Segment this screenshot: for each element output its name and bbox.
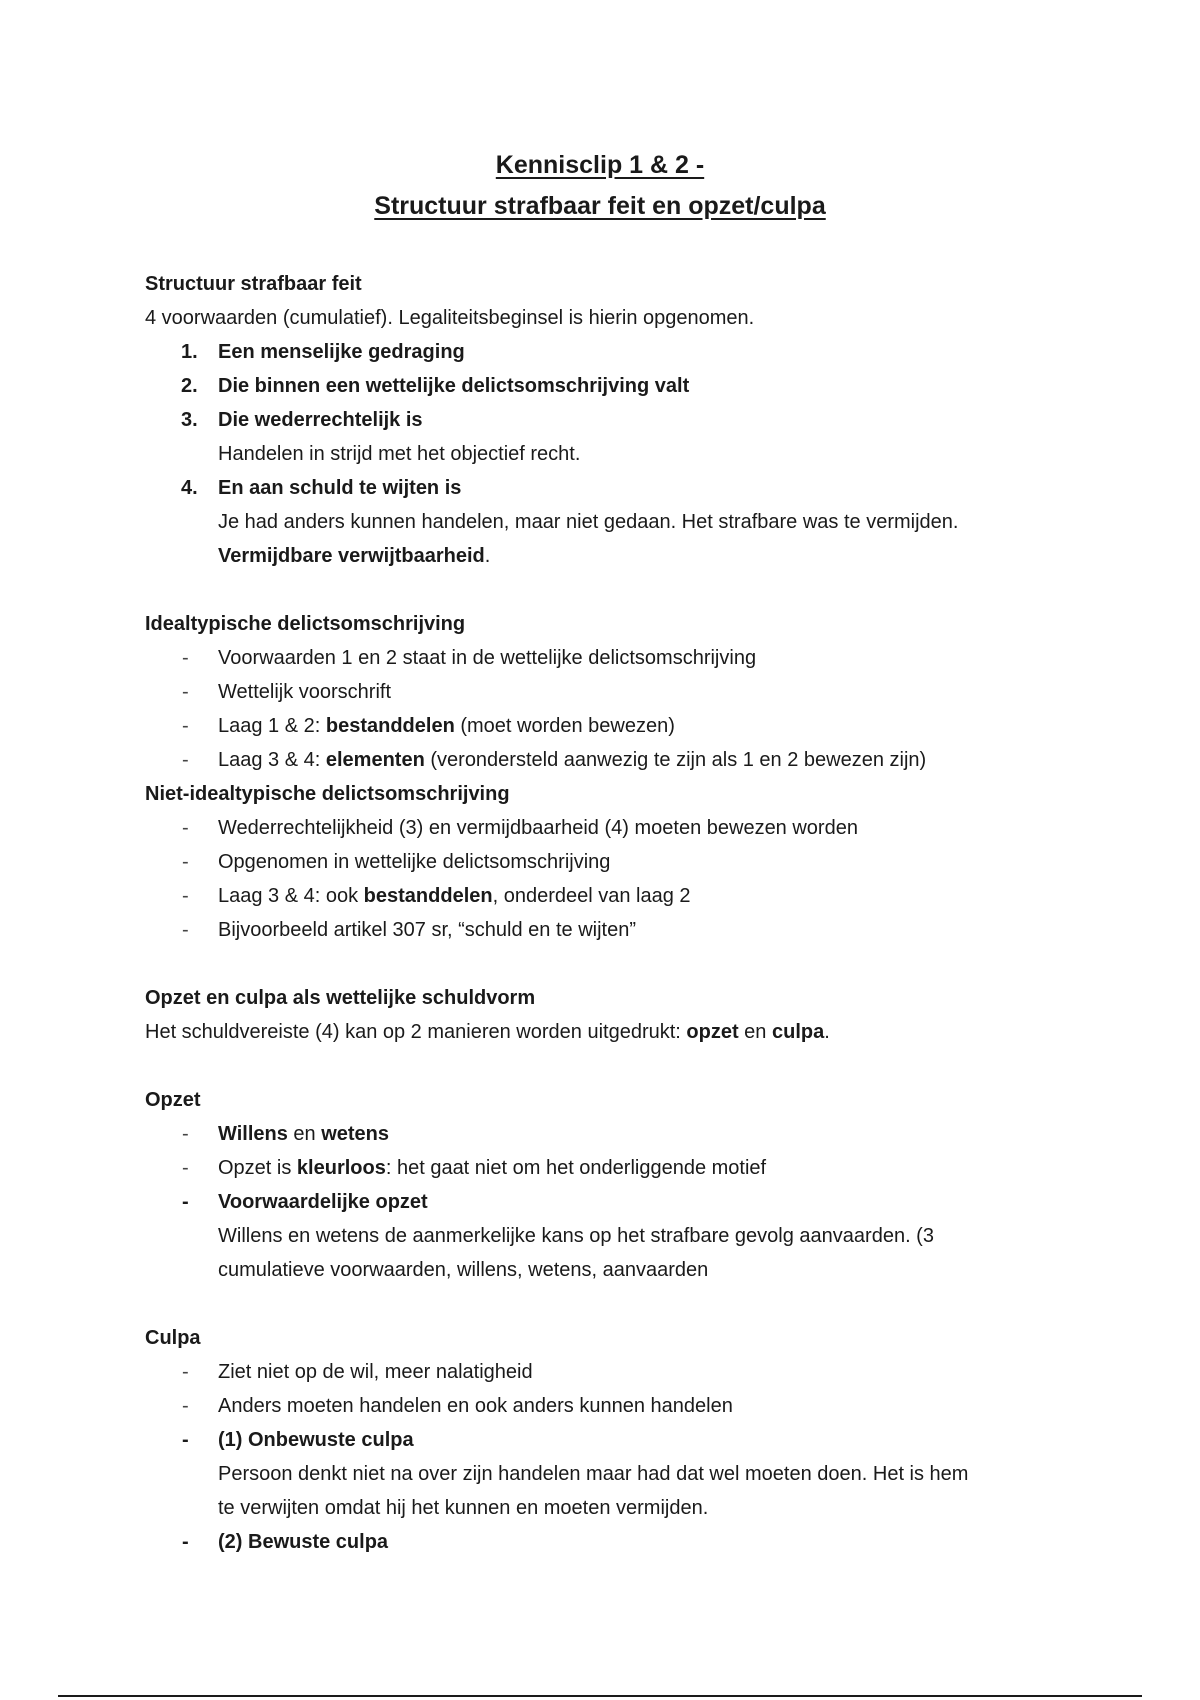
text: Het schuldvereiste (4) kan op 2 manieren worden uitgedrukt:: [145, 1021, 687, 1043]
text: en: [738, 1021, 772, 1043]
bullet: -: [182, 1429, 189, 1451]
numbered-item-1: [145, 335, 1075, 369]
text: (moet worden bewezen): [454, 715, 675, 737]
bold-term: Vermijdbare verwijtbaarheid: [218, 545, 485, 567]
bullet: -: [182, 1191, 189, 1213]
list-item: [145, 709, 1075, 743]
text: : het gaat niet om het onderliggende motief: [385, 1157, 767, 1179]
bullet: -: [182, 647, 189, 669]
bold-term: elementen: [325, 749, 425, 771]
bullet: -: [182, 885, 189, 907]
bullet: -: [182, 851, 189, 873]
text: Laag 3 & 4: ook: [218, 885, 364, 907]
item-number: 3.: [181, 409, 198, 431]
section-heading-opzet: Opzet: [145, 1089, 201, 1111]
bold-term: Willens: [218, 1123, 288, 1145]
list-item: [145, 845, 1075, 879]
list-item: [145, 1423, 1075, 1457]
item-detail: te verwijten omdat hij het kunnen en moeten vermijden.: [218, 1497, 709, 1519]
item-detail: Handelen in strijd met het objectief recht.: [218, 443, 581, 465]
item-text: En aan schuld te wijten is: [218, 477, 462, 499]
list-item: [145, 743, 1075, 777]
section-heading-schuldvorm: Opzet en culpa als wettelijke schuldvorm: [145, 987, 536, 1009]
bullet: -: [182, 1123, 189, 1145]
item-text: Een menselijke gedraging: [218, 341, 465, 363]
bullet: -: [182, 1395, 189, 1417]
section-heading-idealtypisch: Idealtypische delictsomschrijving: [145, 613, 466, 635]
list-item: [145, 641, 1075, 675]
item-detail: Willens en wetens de aanmerkelijke kans op het strafbare gevolg aanvaarden. (3: [218, 1225, 934, 1247]
section-heading-culpa: Culpa: [145, 1327, 201, 1349]
bold-term: wetens: [321, 1123, 390, 1145]
bold-term: Voorwaardelijke opzet: [218, 1191, 428, 1213]
text: Wettelijk voorschrift: [218, 681, 392, 703]
section-heading-niet-idealtypisch: Niet-idealtypische delictsomschrijving: [145, 783, 510, 805]
text: Wederrechtelijkheid (3) en vermijdbaarheid (4) moeten bewezen worden: [218, 817, 858, 839]
section-intro: 4 voorwaarden (cumulatief). Legaliteitsbeginsel is hierin opgenomen.: [145, 307, 755, 329]
list-item: [145, 879, 1075, 913]
document-body: [145, 267, 1075, 1559]
text: Voorwaarden 1 en 2 staat in de wettelijke delictsomschrijving: [218, 647, 757, 669]
list-item: [145, 811, 1075, 845]
numbered-item-3: [145, 403, 1075, 437]
item-detail: cumulatieve voorwaarden, willens, wetens, aanvaarden: [218, 1259, 709, 1281]
text: Anders moeten handelen en ook anders kunnen handelen: [218, 1395, 733, 1417]
item-detail: [145, 539, 1075, 573]
paragraph: [145, 1015, 1075, 1049]
text: Opzet is: [218, 1157, 297, 1179]
text: en: [287, 1123, 322, 1145]
text: Ziet niet op de wil, meer nalatigheid: [218, 1361, 533, 1383]
list-item: [145, 913, 1075, 947]
list-item: [145, 1389, 1075, 1423]
bold-term: bestanddelen: [325, 715, 455, 737]
page-title-line-2: Structuur strafbaar feit en opzet/culpa: [374, 192, 826, 220]
list-item: [145, 1185, 1075, 1219]
list-item: [145, 1117, 1075, 1151]
page-title-line-1: Kennisclip 1 & 2 -: [495, 151, 705, 179]
bullet: -: [182, 715, 189, 737]
bullet: -: [182, 1157, 189, 1179]
item-number: 1.: [181, 341, 198, 363]
section-heading-structuur: Structuur strafbaar feit: [145, 273, 362, 295]
bold-term: (2) Bewuste culpa: [218, 1531, 389, 1553]
text: .: [824, 1021, 830, 1043]
bullet: -: [182, 1531, 189, 1553]
text: (verondersteld aanwezig te zijn als 1 en 2 bewezen zijn): [424, 749, 927, 771]
item-text: Die wederrechtelijk is: [218, 409, 423, 431]
item-number: 4.: [181, 477, 198, 499]
bullet: -: [182, 681, 189, 703]
item-detail: Je had anders kunnen handelen, maar niet gedaan. Het strafbare was te vermijden.: [218, 511, 959, 533]
footer-rule: [58, 1695, 1142, 1697]
bullet: -: [182, 749, 189, 771]
text: .: [484, 545, 491, 567]
text: Laag 3 & 4:: [218, 749, 326, 771]
list-item: [145, 1525, 1075, 1559]
bullet: -: [182, 1361, 189, 1383]
numbered-item-2: [145, 369, 1075, 403]
list-item: [145, 675, 1075, 709]
text: Opgenomen in wettelijke delictsomschrijving: [218, 851, 611, 873]
text: , onderdeel van laag 2: [492, 885, 691, 907]
bold-term: opzet: [686, 1021, 739, 1043]
bullet: -: [182, 919, 189, 941]
item-text: Die binnen een wettelijke delictsomschrijving valt: [218, 375, 690, 397]
numbered-item-4: [145, 471, 1075, 505]
text: Bijvoorbeeld artikel 307 sr, “schuld en te wijten”: [218, 919, 636, 941]
bold-term: culpa: [771, 1021, 825, 1043]
bold-term: kleurloos: [296, 1157, 386, 1179]
list-item: [145, 1355, 1075, 1389]
bold-term: bestanddelen: [363, 885, 493, 907]
item-number: 2.: [181, 375, 198, 397]
text: Laag 1 & 2:: [218, 715, 326, 737]
list-item: [145, 1151, 1075, 1185]
bold-term: (1) Onbewuste culpa: [218, 1429, 414, 1451]
item-detail: Persoon denkt niet na over zijn handelen maar had dat wel moeten doen. Het is hem: [218, 1463, 969, 1485]
bullet: -: [182, 817, 189, 839]
